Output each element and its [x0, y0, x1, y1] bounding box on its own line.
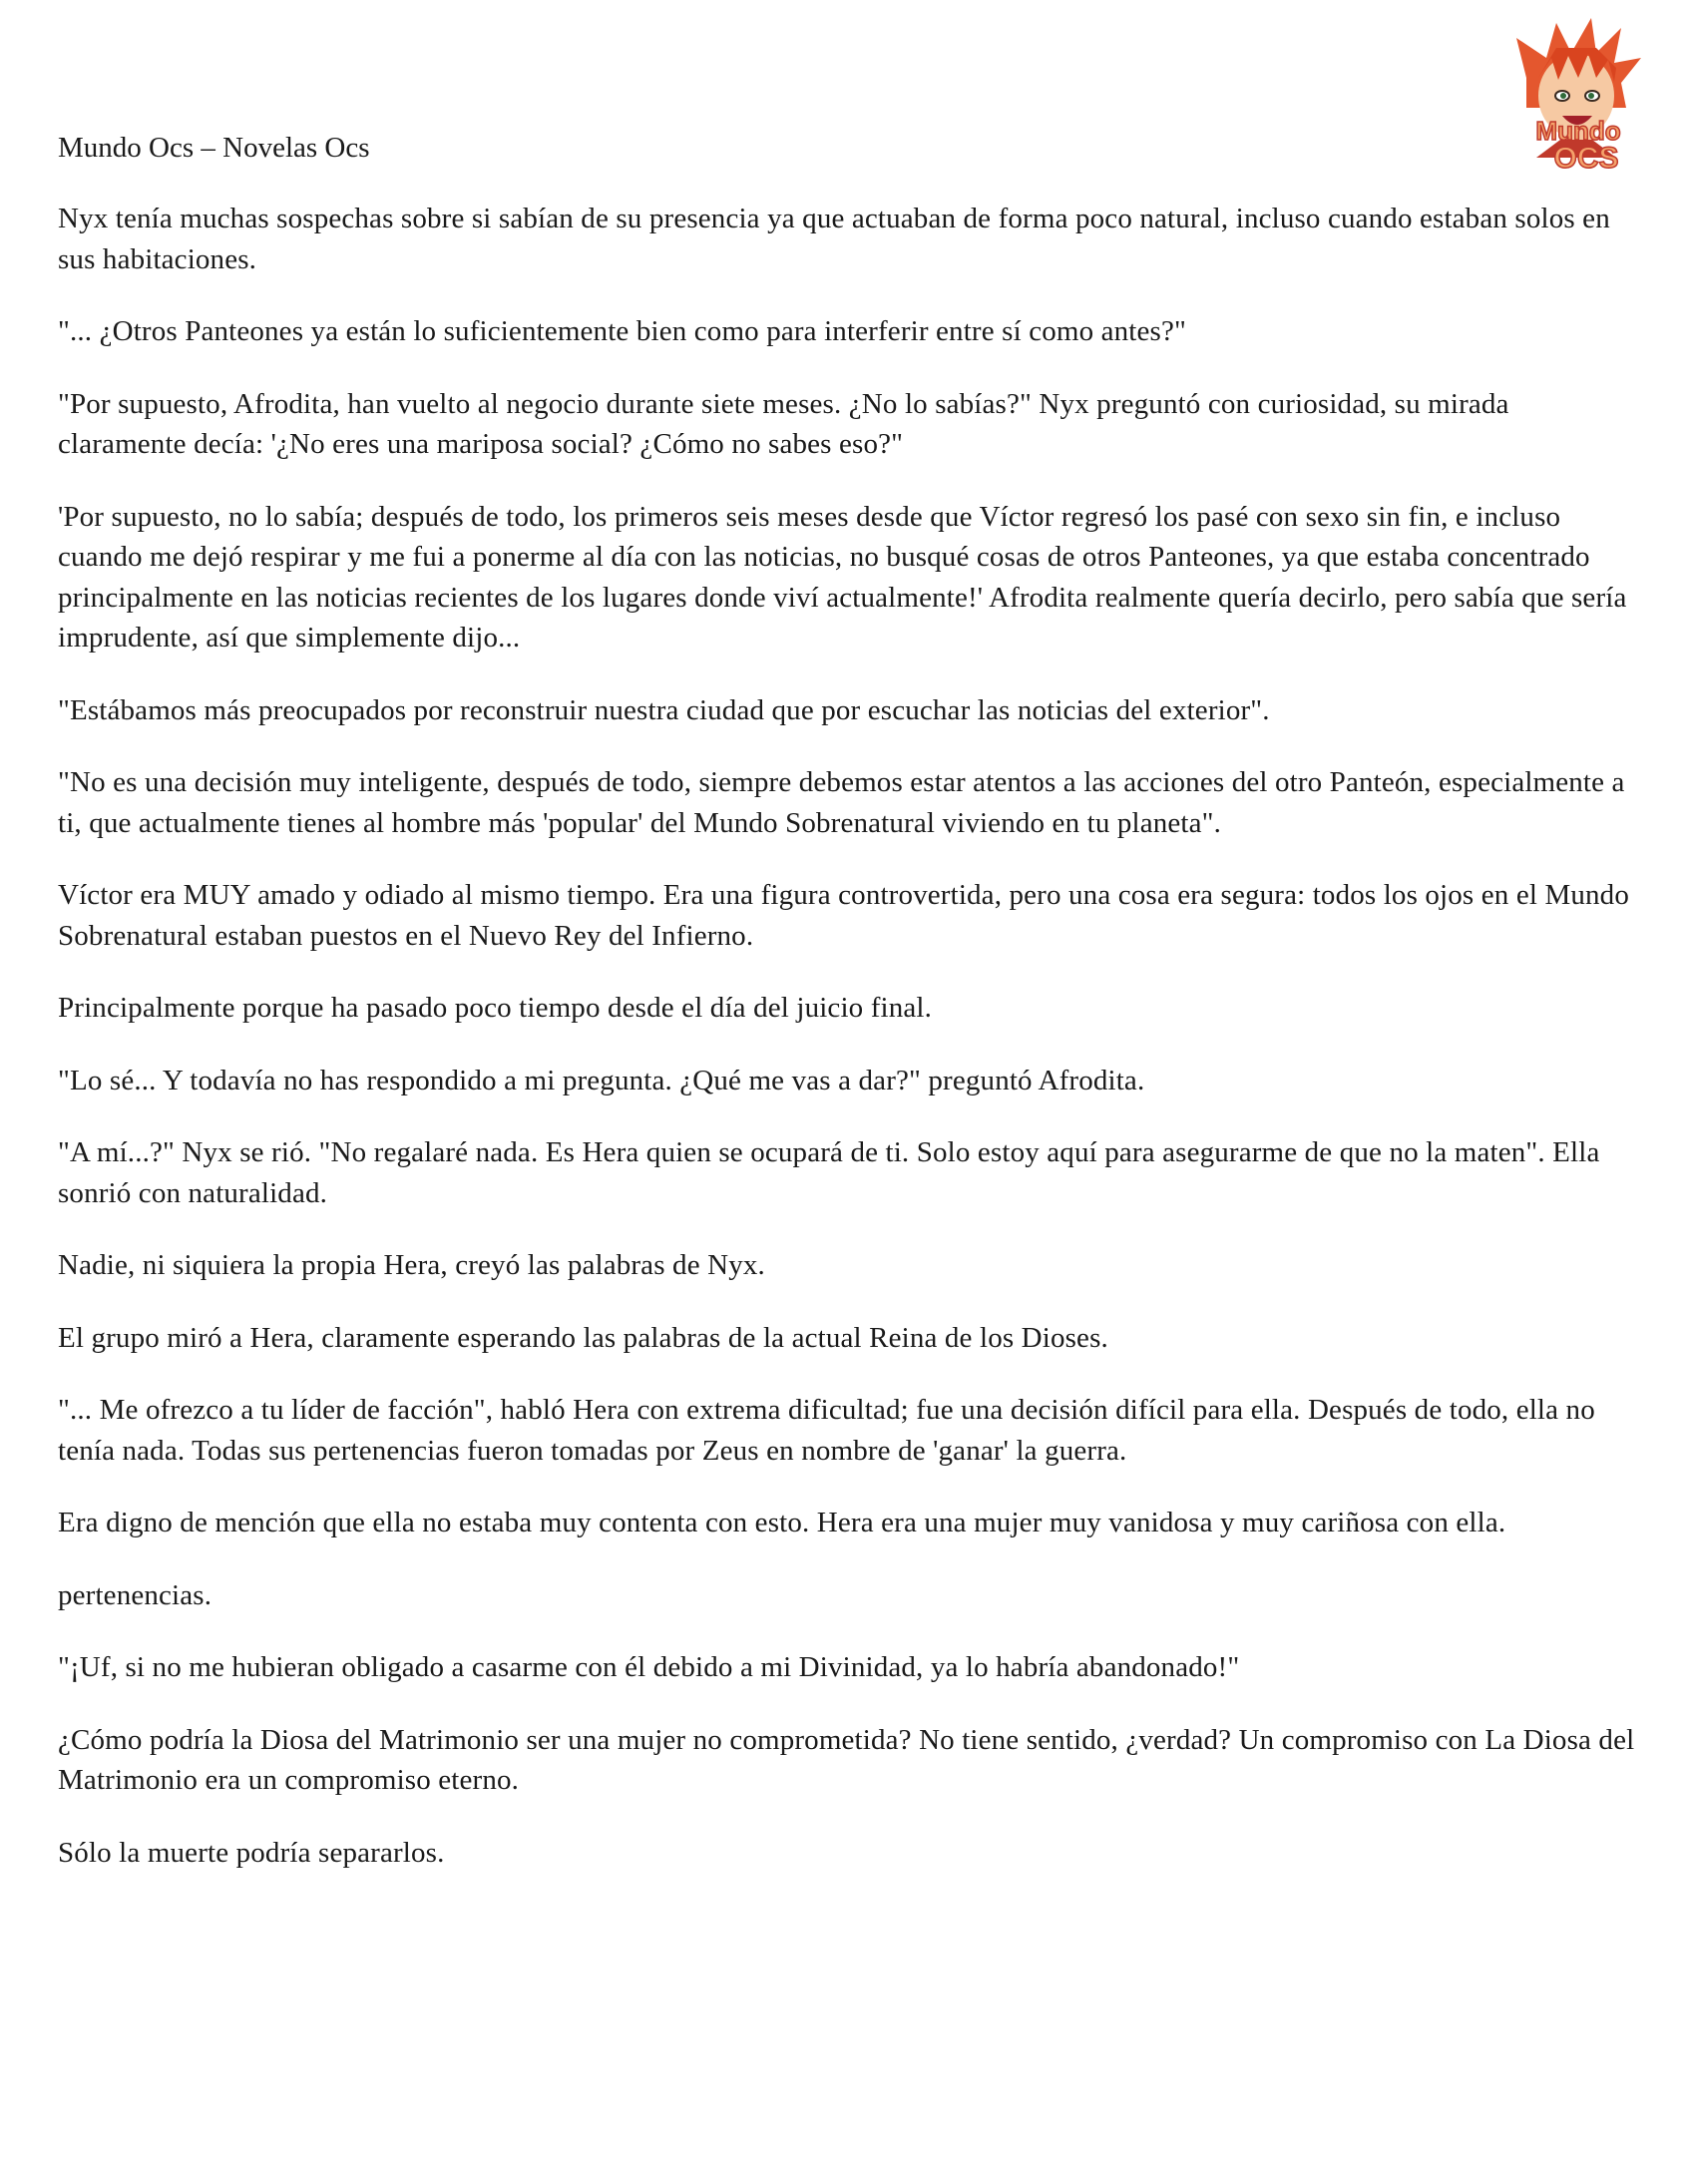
paragraph: Nyx tenía muchas sospechas sobre si sabían de su presencia ya que actuaban de forma poco natural, incluso cuando estaban solos en sus habitaciones. — [58, 203, 1610, 275]
document-body — [58, 128, 1644, 1905]
paragraph: "... ¿Otros Panteones ya están lo suficientemente bien como para interferir entre sí como antes?" — [58, 315, 1186, 347]
paragraph: "Lo sé... Y todavía no has respondido a mi pregunta. ¿Qué me vas a dar?" preguntó Afrodita. — [58, 1064, 1145, 1096]
paragraph: 'Por supuesto, no lo sabía; después de todo, los primeros seis meses desde que Víctor regresó los pasé con sexo sin fin, e incluso cuando me dejó respirar y me fui a ponerme al día con las noticias, no busqué cosas de otros Panteones, ya que estaba concentrado principalmente en las noticias recientes de los lugares donde viví actualmente!' Afrodita realmente quería decirlo, pero sabía que sería imprudente, así que simplemente dijo... — [58, 500, 1627, 654]
paragraph: pertenencias. — [58, 1578, 212, 1611]
paragraph: "A mí...?" Nyx se rió. "No regalaré nada. Es Hera quien se ocupará de ti. Solo estoy aquí para asegurarme de que no la maten". Ella sonrió con naturalidad. — [58, 1136, 1600, 1209]
paragraph-list — [58, 199, 1644, 1873]
paragraph: Víctor era MUY amado y odiado al mismo tiempo. Era una figura controvertida, pero una cosa era segura: todos los ojos en el Mundo Sobrenatural estaban puestos en el Nuevo Rey del Infierno. — [58, 879, 1629, 952]
paragraph: Era digno de mención que ella no estaba muy contenta con esto. Hera era una mujer muy vanidosa y muy cariñosa con ella. — [58, 1507, 1506, 1538]
paragraph: "Por supuesto, Afrodita, han vuelto al negocio durante siete meses. ¿No lo sabías?" Nyx preguntó con curiosidad, su mirada claramente decía: '¿No eres una mariposa social? ¿Cómo no sabes eso?" — [58, 387, 1509, 460]
paragraph: El grupo miró a Hera, claramente esperando las palabras de la actual Reina de los Dioses. — [58, 1321, 1108, 1354]
paragraph: Nadie, ni siquiera la propia Hera, creyó las palabras de Nyx. — [58, 1249, 765, 1281]
paragraph: "¡Uf, si no me hubieran obligado a casarme con él debido a mi Divinidad, ya lo habría abandonado!" — [58, 1651, 1240, 1683]
paragraph: "... Me ofrezco a tu líder de facción", habló Hera con extrema dificultad; fue una decisión difícil para ella. Después de todo, ella no tenía nada. Todas sus pertenencias fueron tomadas por Zeus en nombre de 'ganar' la guerra. — [58, 1394, 1595, 1467]
paragraph: "No es una decisión muy inteligente, después de todo, siempre debemos estar atentos a las acciones del otro Panteón, especialmente a ti, que actualmente tienes al hombre más 'popular' del Mundo Sobrenatural viviendo en tu planeta". — [58, 766, 1625, 839]
paragraph: ¿Cómo podría la Diosa del Matrimonio ser una mujer no comprometida? No tiene sentido, ¿verdad? Un compromiso con La Diosa del Matrimonio era un compromiso eterno. — [58, 1723, 1635, 1796]
paragraph: Principalmente porque ha pasado poco tiempo desde el día del juicio final. — [58, 992, 933, 1024]
document-header: Mundo Ocs – Novelas Ocs — [58, 132, 370, 164]
paragraph: Sólo la muerte podría separarlos. — [58, 1836, 445, 1869]
logo-text-top: Mundo — [1535, 116, 1621, 146]
logo-text-bottom: OCS — [1553, 142, 1619, 175]
paragraph: "Estábamos más preocupados por reconstruir nuestra ciudad que por escuchar las noticias del exterior". — [58, 693, 1270, 726]
